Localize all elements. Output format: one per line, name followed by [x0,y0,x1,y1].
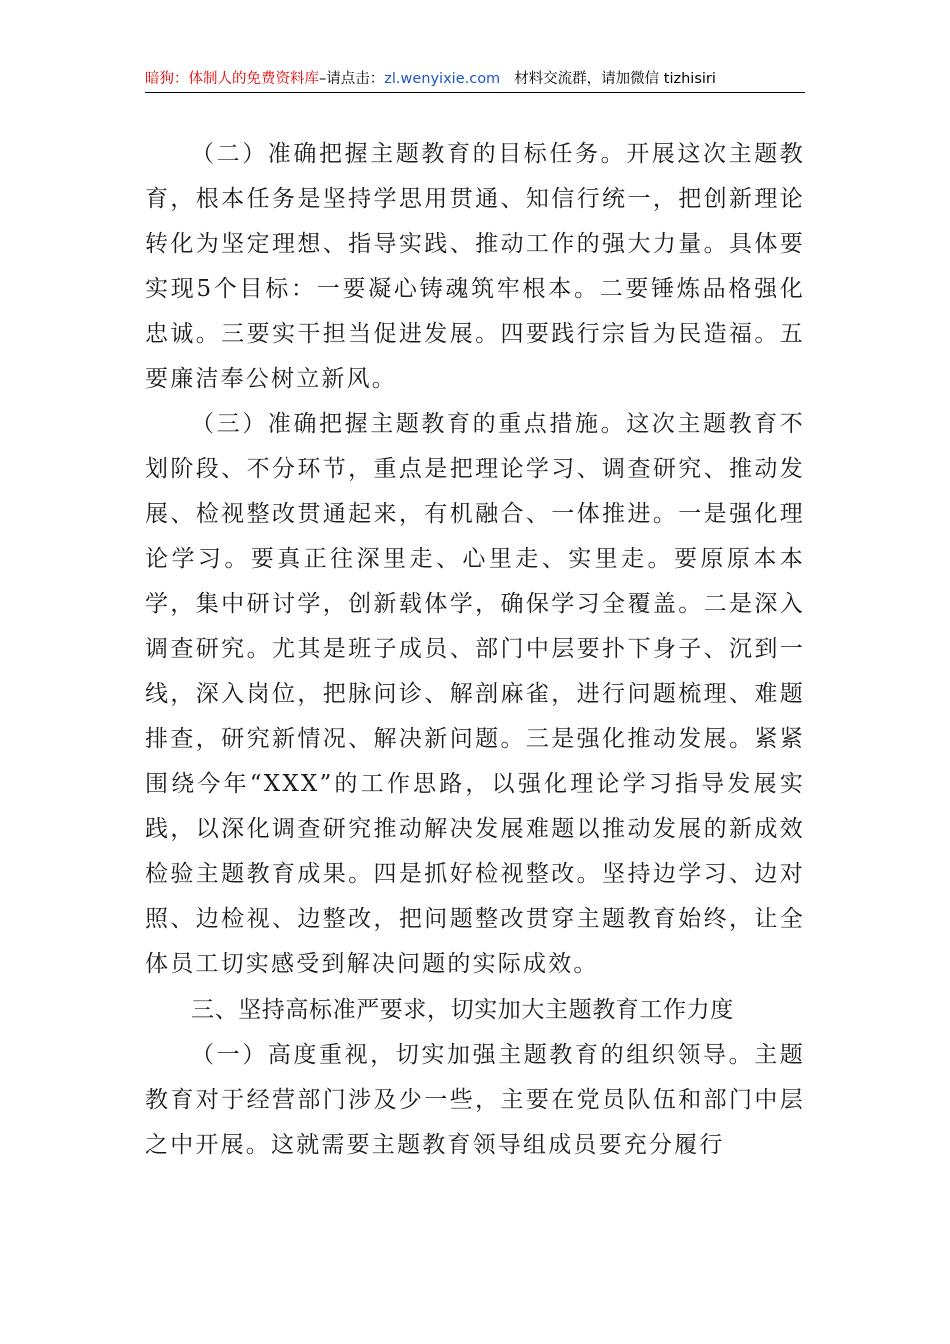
header-link[interactable]: zl.wenyixie.com [384,71,501,87]
paragraph-measures: （三）准确把握主题教育的重点措施。这次主题教育不划阶段、不分环节，重点是把理论学习、调查研究、推动发展、检视整改贯通起来，有机融合、一体推进。一是强化理论学习。要真正往深里走、心里走、实里走。要原原本本学，集中研讨学，创新载体学，确保学习全覆盖。二是深入调查研究。尤其是班子成员、部门中层要扑下身子、沉到一线，深入岗位，把脉问诊、解剖麻雀，进行问题梳理、难题排查，研究新情况、解决新问题。三是强化推动发展。紧紧围绕今年“XXX”的工作思路，以强化理论学习指导发展实践，以深化调查研究推动解决发展难题以推动发展的新成效检验主题教育成果。四是抓好检视整改。坚持边学习、边对照、边检视、边整改，把问题整改贯穿主题教育始终，让全体员工切实感受到解决问题的实际成效。 [145,411,805,977]
section-heading: 三、坚持高标准严要求，切实加大主题教育工作力度 [191,997,734,1023]
header-brand: 暗狗：体制人的免费资料库 [145,71,319,87]
page-header [145,66,805,93]
header-note: 材料交流群，请加微信 tizhisiri [514,71,716,87]
header-prompt: –请点击： [319,71,385,87]
paragraph-objectives: （二）准确把握主题教育的目标任务。开展这次主题教育，根本任务是坚持学思用贯通、知信行统一，把创新理论转化为坚定理想、指导实践、推动工作的强大力量。具体要实现5个目标：一要凝心铸魂筑牢根本。二要锤炼品格强化忠诚。三要实干担当促进发展。四要践行宗旨为民造福。五要廉洁奉公树立新风。 [145,141,805,392]
document-body [145,132,805,1168]
paragraph-leadership: （一）高度重视，切实加强主题教育的组织领导。主题教育对于经营部门涉及少一些，主要在党员队伍和部门中层之中开展。这就需要主题教育领导组成员要充分履行 [145,1042,805,1158]
